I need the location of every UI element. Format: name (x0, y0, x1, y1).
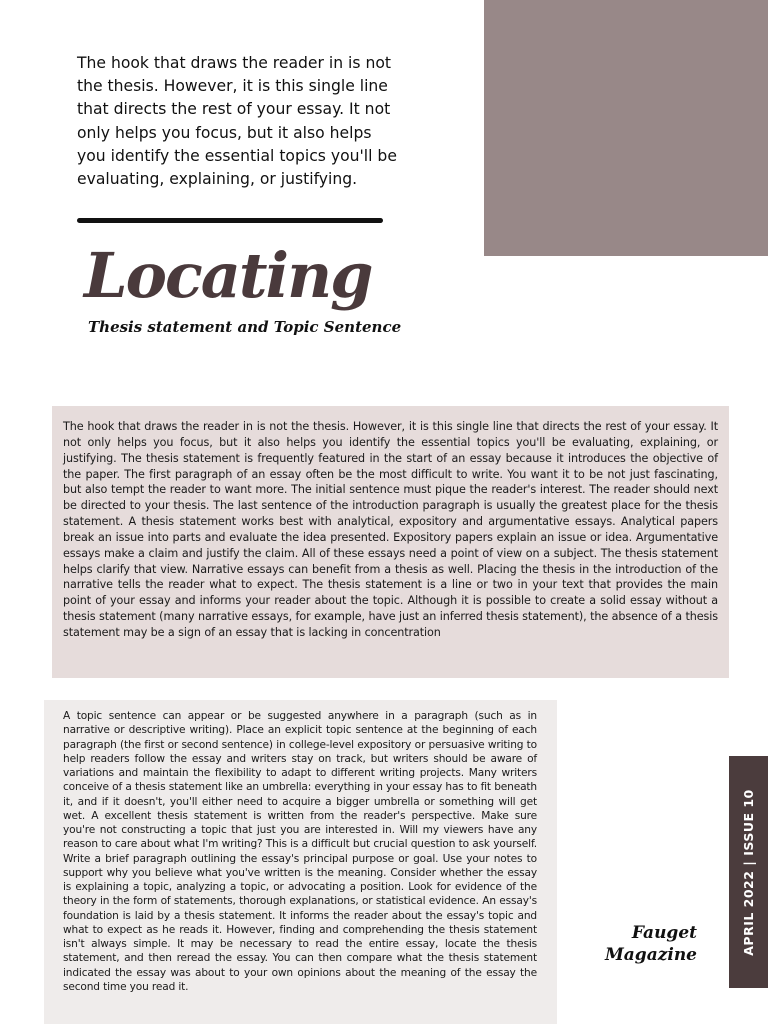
topic-paragraph: A topic sentence can appear or be suggested anywhere in a paragraph (such as in narrative or descriptive writing). Place an explicit topic sentence at the beginning of each paragraph (the first or second sentence) in college-level expository or persuasive writing to help readers follow the essay and writers stay on track, but writers should be aware of variations and maintain the flexibility to adapt to different writing projects. Many writers conceive of a thesis statement like an umbrella: everything in your essay has to fit beneath it, and if it doesn't, you'll either need to acquire a bigger umbrella or something will get wet. A excellent thesis statement is written from the reader's perspective. Make sure you're not constructing a topic that just you are interested in. Will my viewers have any reason to care about what I'm writing? This is a difficult but crucial question to ask yourself. Write a brief paragraph outlining the essay's principal purpose or goal. Use your notes to support why you believe what you've written is the meaning. Consider whether the essay is explaining a topic, analyzing a topic, or advocating a position. Look for evidence of the theory in the form of statements, thorough explanations, or statistical evidence. An essay's foundation is laid by a thesis statement. It informs the reader about the essay's topic and what to expect as he reads it. However, finding and comprehending the thesis statement isn't always simple. It may be necessary to read the entire essay, locate the thesis statement, and then reread the essay. You can then compare what the thesis statement indicated the essay was about to your own opinions about the meaning of the essay the second time you read it. (63, 710, 537, 993)
magazine-name-line1: Fauget (631, 923, 697, 943)
magazine-name (560, 922, 697, 966)
topic-paragraph-box (44, 700, 557, 1024)
thesis-paragraph-box (52, 406, 729, 678)
thesis-paragraph: The hook that draws the reader in is not the thesis. However, it is this single line that directs the rest of your essay. It not only helps you focus, but it also helps you identify the essential topics you'll be evaluating, explaining, or justifying. The thesis statement is frequently featured in the start of an essay because it introduces the objective of the paper. The first paragraph of an essay often be the most difficult to write. You want it to be not just fascinating, but also tempt the reader to want more. The initial sentence must pique the reader's interest. The reader should next be directed to your thesis. The last sentence of the introduction paragraph is usually the greatest place for the thesis statement. A thesis statement works best with analytical, expository and argumentative essays. Analytical papers break an issue into parts and evaluate the idea presented. Expository papers explain an issue or idea. Argumentative essays make a claim and justify the claim. All of these essays need a point of view on a subject. The thesis statement helps clarify that view. Narrative essays can benefit from a thesis as well. Placing the thesis in the introduction of the narrative tells the reader what to expect. The thesis statement is a line or two in your text that provides the main point of your essay and informs your reader about the topic. Although it is possible to create a solid essay without a thesis statement (many narrative essays, for example, have just an inferred thesis statement), the absence of a thesis statement may be a sign of an essay that is lacking in concentration (63, 420, 718, 639)
page-subtitle: Thesis statement and Topic Sentence (88, 318, 402, 336)
magazine-name-line2: Magazine (604, 945, 697, 965)
decorative-top-block (484, 0, 768, 256)
page-title: Locating (84, 239, 372, 312)
divider-rule (77, 218, 383, 223)
intro-text: The hook that draws the reader in is not the thesis. However, it is this single line that directs the rest of your essay. It not only helps you focus, but it also helps you identify the essential topics you'll be evaluating, explaining, or justifying. (77, 54, 397, 189)
issue-side-bar (729, 756, 768, 988)
issue-label: APRIL 2022 | ISSUE 10 (741, 788, 756, 956)
